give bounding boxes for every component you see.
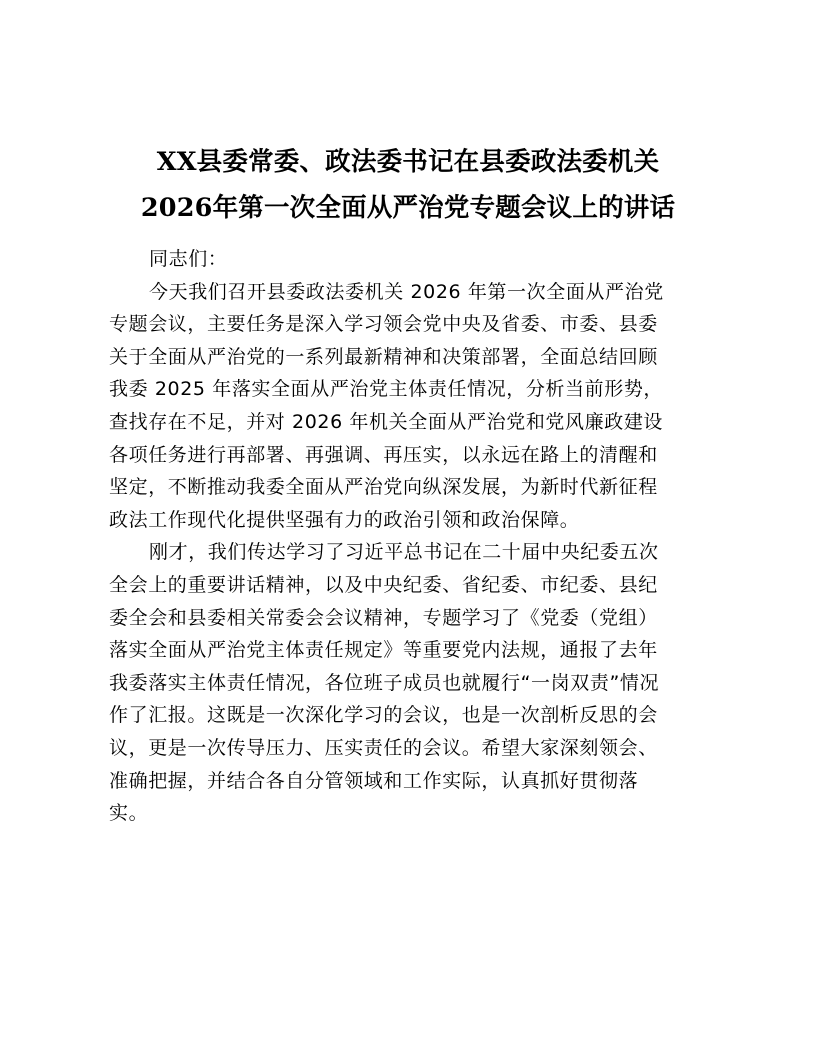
paragraph-1-line: 我委 2025 年落实全面从严治党主体责任情况，分析当前形势， bbox=[109, 378, 664, 401]
paragraph-1-line: 关于全面从严治党的一系列最新精神和决策部署，全面总结回顾 bbox=[109, 345, 658, 368]
paragraph-1-line: 政法工作现代化提供坚强有力的政治引领和政治保障。 bbox=[109, 508, 580, 531]
paragraph-2-line: 实。 bbox=[109, 802, 149, 825]
paragraph-2-line: 议，更是一次传导压力、压实责任的会议。希望大家深刻领会、 bbox=[109, 736, 658, 759]
paragraph-2-line: 准确把握，并结合各自分管领域和工作实际，认真抓好贯彻落 bbox=[109, 769, 639, 792]
paragraph-2-line: 落实全面从严治党主体责任规定》等重要党内法规，通报了去年 bbox=[109, 639, 658, 662]
paragraph-1-line: 今天我们召开县委政法委机关 2026 年第一次全面从严治党 bbox=[149, 280, 664, 303]
paragraph-1-line: 专题会议，主要任务是深入学习领会党中央及省委、市委、县委 bbox=[109, 313, 658, 336]
document-title-line-2: 2026年第一次全面从严治党专题会议上的讲话 bbox=[140, 193, 676, 223]
paragraph-1-line: 坚定，不断推动我委全面从严治党向纵深发展，为新时代新征程 bbox=[109, 476, 658, 499]
paragraph-2-line: 作了汇报。这既是一次深化学习的会议，也是一次剖析反思的会 bbox=[109, 704, 658, 727]
paragraph-2-line: 我委落实主体责任情况，各位班子成员也就履行“一岗双责”情况 bbox=[109, 671, 660, 694]
paragraph-2-line: 委全会和县委相关常委会会议精神，专题学习了《党委（党组） bbox=[109, 606, 658, 629]
paragraph-1-line: 查找存在不足，并对 2026 年机关全面从严治党和党风廉政建设 bbox=[109, 410, 664, 433]
speech-body bbox=[109, 243, 709, 830]
paragraph-1-line: 各项任务进行再部署、再强调、再压实，以永远在路上的清醒和 bbox=[109, 443, 658, 466]
paragraph-2-line: 刚才，我们传达学习了习近平总书记在二十届中央纪委五次 bbox=[149, 541, 659, 564]
salutation: 同志们： bbox=[149, 248, 228, 270]
document-title-line-1: XX县委常委、政法委书记在县委政法委机关 bbox=[156, 147, 660, 177]
paragraph-2-line: 全会上的重要讲话精神，以及中央纪委、省纪委、市纪委、县纪 bbox=[109, 573, 658, 596]
